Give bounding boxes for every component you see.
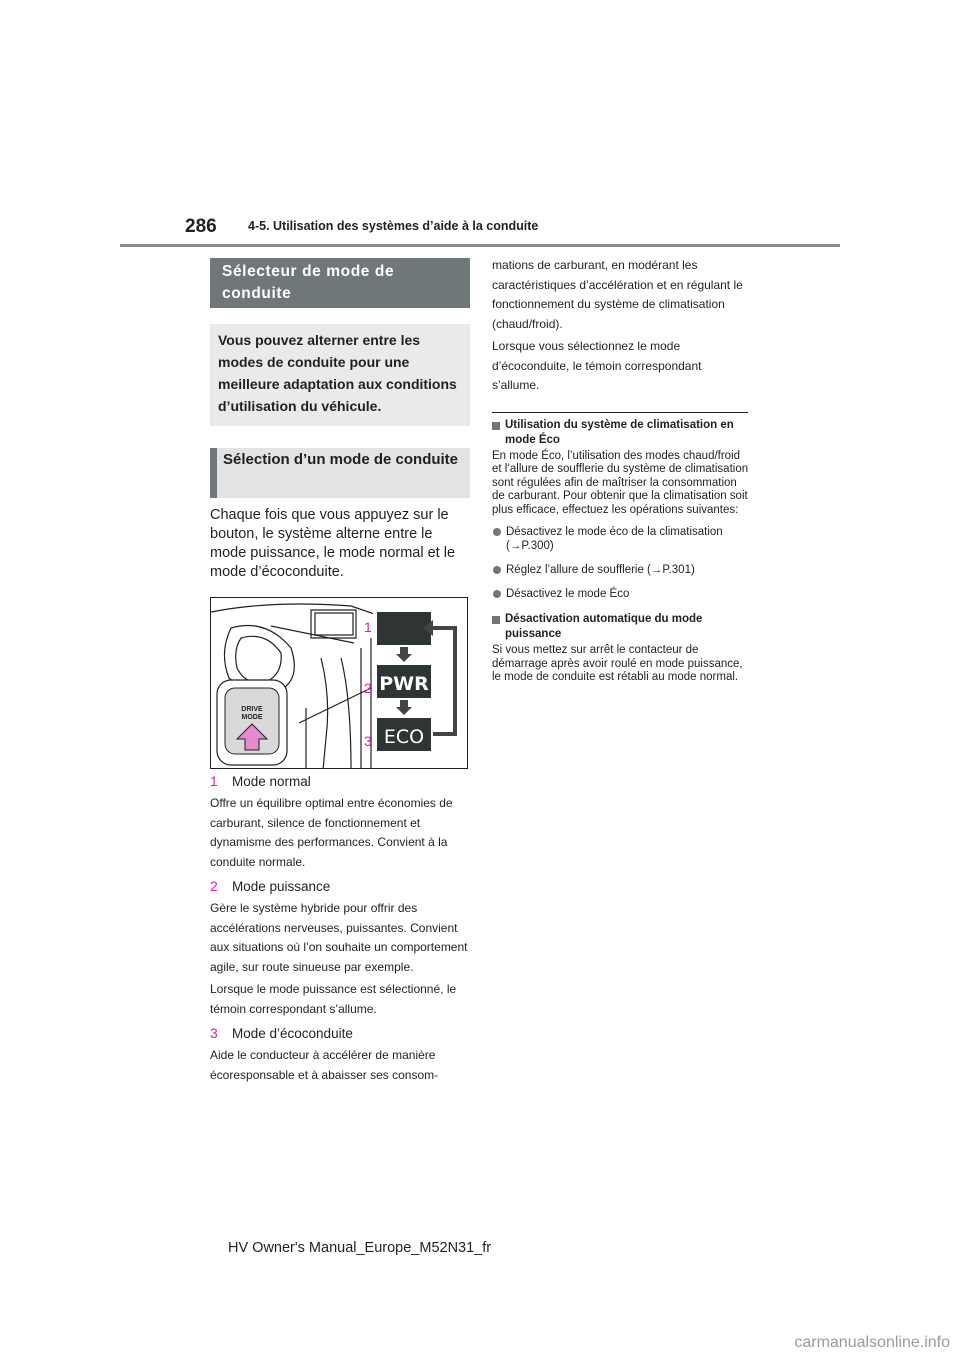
- round-bullet-icon: [493, 528, 501, 536]
- mode-2-heading: [210, 878, 470, 894]
- round-bullet-icon: [493, 566, 501, 574]
- right-column: [492, 256, 752, 685]
- header-divider: [120, 244, 840, 247]
- callout-3: 3: [364, 733, 372, 749]
- mode-number: 3: [210, 1025, 218, 1041]
- mode-title: Mode normal: [232, 774, 311, 789]
- bullet-item: [492, 563, 752, 577]
- heading-text: Utilisation du système de climatisation en mode Éco: [505, 418, 734, 446]
- mode-3-text: Aide le conducteur à accélérer de manière écoresponsable et à abaisser ses consom-: [210, 1048, 439, 1082]
- mode-title: Mode puissance: [232, 879, 331, 894]
- round-bullet-icon: [493, 590, 501, 598]
- drive-label: DRIVE: [241, 706, 263, 713]
- bullet-item: [492, 525, 752, 553]
- normal-mode-indicator: [377, 612, 431, 645]
- aircon-eco-text: En mode Éco, l’utilisation des modes chaud/froid et l’allure de soufflerie du système de climatisation sont régulées afin de maîtriser la consommation de carburant. Pour obtenir que la climatisation soit plus efficace, effectuez les opérations suivantes:: [492, 449, 749, 516]
- bullet-item: [492, 587, 752, 601]
- mode-2-text: Gère le système hybride pour offrir des accélérations nerveuses, puissantes. Convient aux situations où l’on souhaite un comportement agile, sur route sinueuse par exemple.: [210, 901, 468, 974]
- mode-3-heading: [210, 1025, 470, 1041]
- left-column: [210, 258, 470, 1085]
- power-off-heading: [492, 612, 752, 642]
- section-breadcrumb: 4-5. Utilisation des systèmes d’aide à la conduite: [248, 219, 539, 233]
- bullet-text: Désactivez le mode éco de la climatisation (→P.300): [506, 526, 723, 552]
- heading-text: Désactivation automatique du mode puissance: [505, 613, 703, 640]
- drive-mode-figure: [210, 597, 468, 769]
- block-divider: [492, 412, 748, 413]
- mode-1-heading: [210, 773, 470, 789]
- mode-title: Mode d’écoconduite: [232, 1026, 353, 1041]
- bullet-text: Réglez l’allure de soufflerie (→P.301): [506, 564, 695, 576]
- continued-text: mations de carburant, en modérant les caractéristiques d’accélération et en régulant le fonctionnement du système de climatisation (chaud/froid).: [492, 258, 743, 331]
- watermark: carmanualsonline.info: [794, 1334, 950, 1351]
- bullet-text: Désactivez le mode Éco: [506, 588, 630, 600]
- pwr-text: PWR: [379, 673, 429, 695]
- footer-manual-id: HV Owner's Manual_Europe_M52N31_fr: [228, 1240, 492, 1256]
- continued-text-2: Lorsque vous sélectionnez le mode d’écoconduite, le témoin correspondant s’allume.: [492, 339, 702, 392]
- eco-text: ECO: [383, 726, 425, 748]
- power-off-text: Si vous mettez sur arrêt le contacteur de démarrage après avoir roulé en mode puissance, le mode de conduite est rétabli au mode normal.: [492, 644, 743, 683]
- aircon-eco-heading: [492, 418, 752, 448]
- square-bullet-icon: [492, 422, 500, 430]
- mode-number: 1: [210, 773, 218, 789]
- mode-2-text-2: Lorsque le mode puissance est sélectionné, le témoin correspondant s’allume.: [210, 982, 457, 1016]
- callout-2: 2: [364, 680, 372, 696]
- sub-heading: Sélection d’un mode de conduite: [210, 448, 470, 498]
- page-number: 286: [185, 216, 217, 237]
- intro-paragraph: Chaque fois que vous appuyez sur le bouton, le système alterne entre le mode puissance, le mode normal et le mode d’écoconduite.: [210, 507, 456, 580]
- square-bullet-icon: [492, 616, 500, 624]
- section-heading: Sélecteur de mode de conduite: [210, 258, 470, 308]
- intro-box: Vous pouvez alterner entre les modes de conduite pour une meilleure adaptation aux conditions d’utilisation du véhicule.: [210, 324, 470, 426]
- drive-mode-illustration: [211, 598, 468, 769]
- mode-label: MODE: [241, 714, 263, 721]
- mode-1-text: Offre un équilibre optimal entre économies de carburant, silence de fonctionnement et dynamisme des performances. Convient à la conduite normale.: [210, 796, 453, 869]
- callout-1: 1: [364, 619, 372, 635]
- mode-number: 2: [210, 878, 218, 894]
